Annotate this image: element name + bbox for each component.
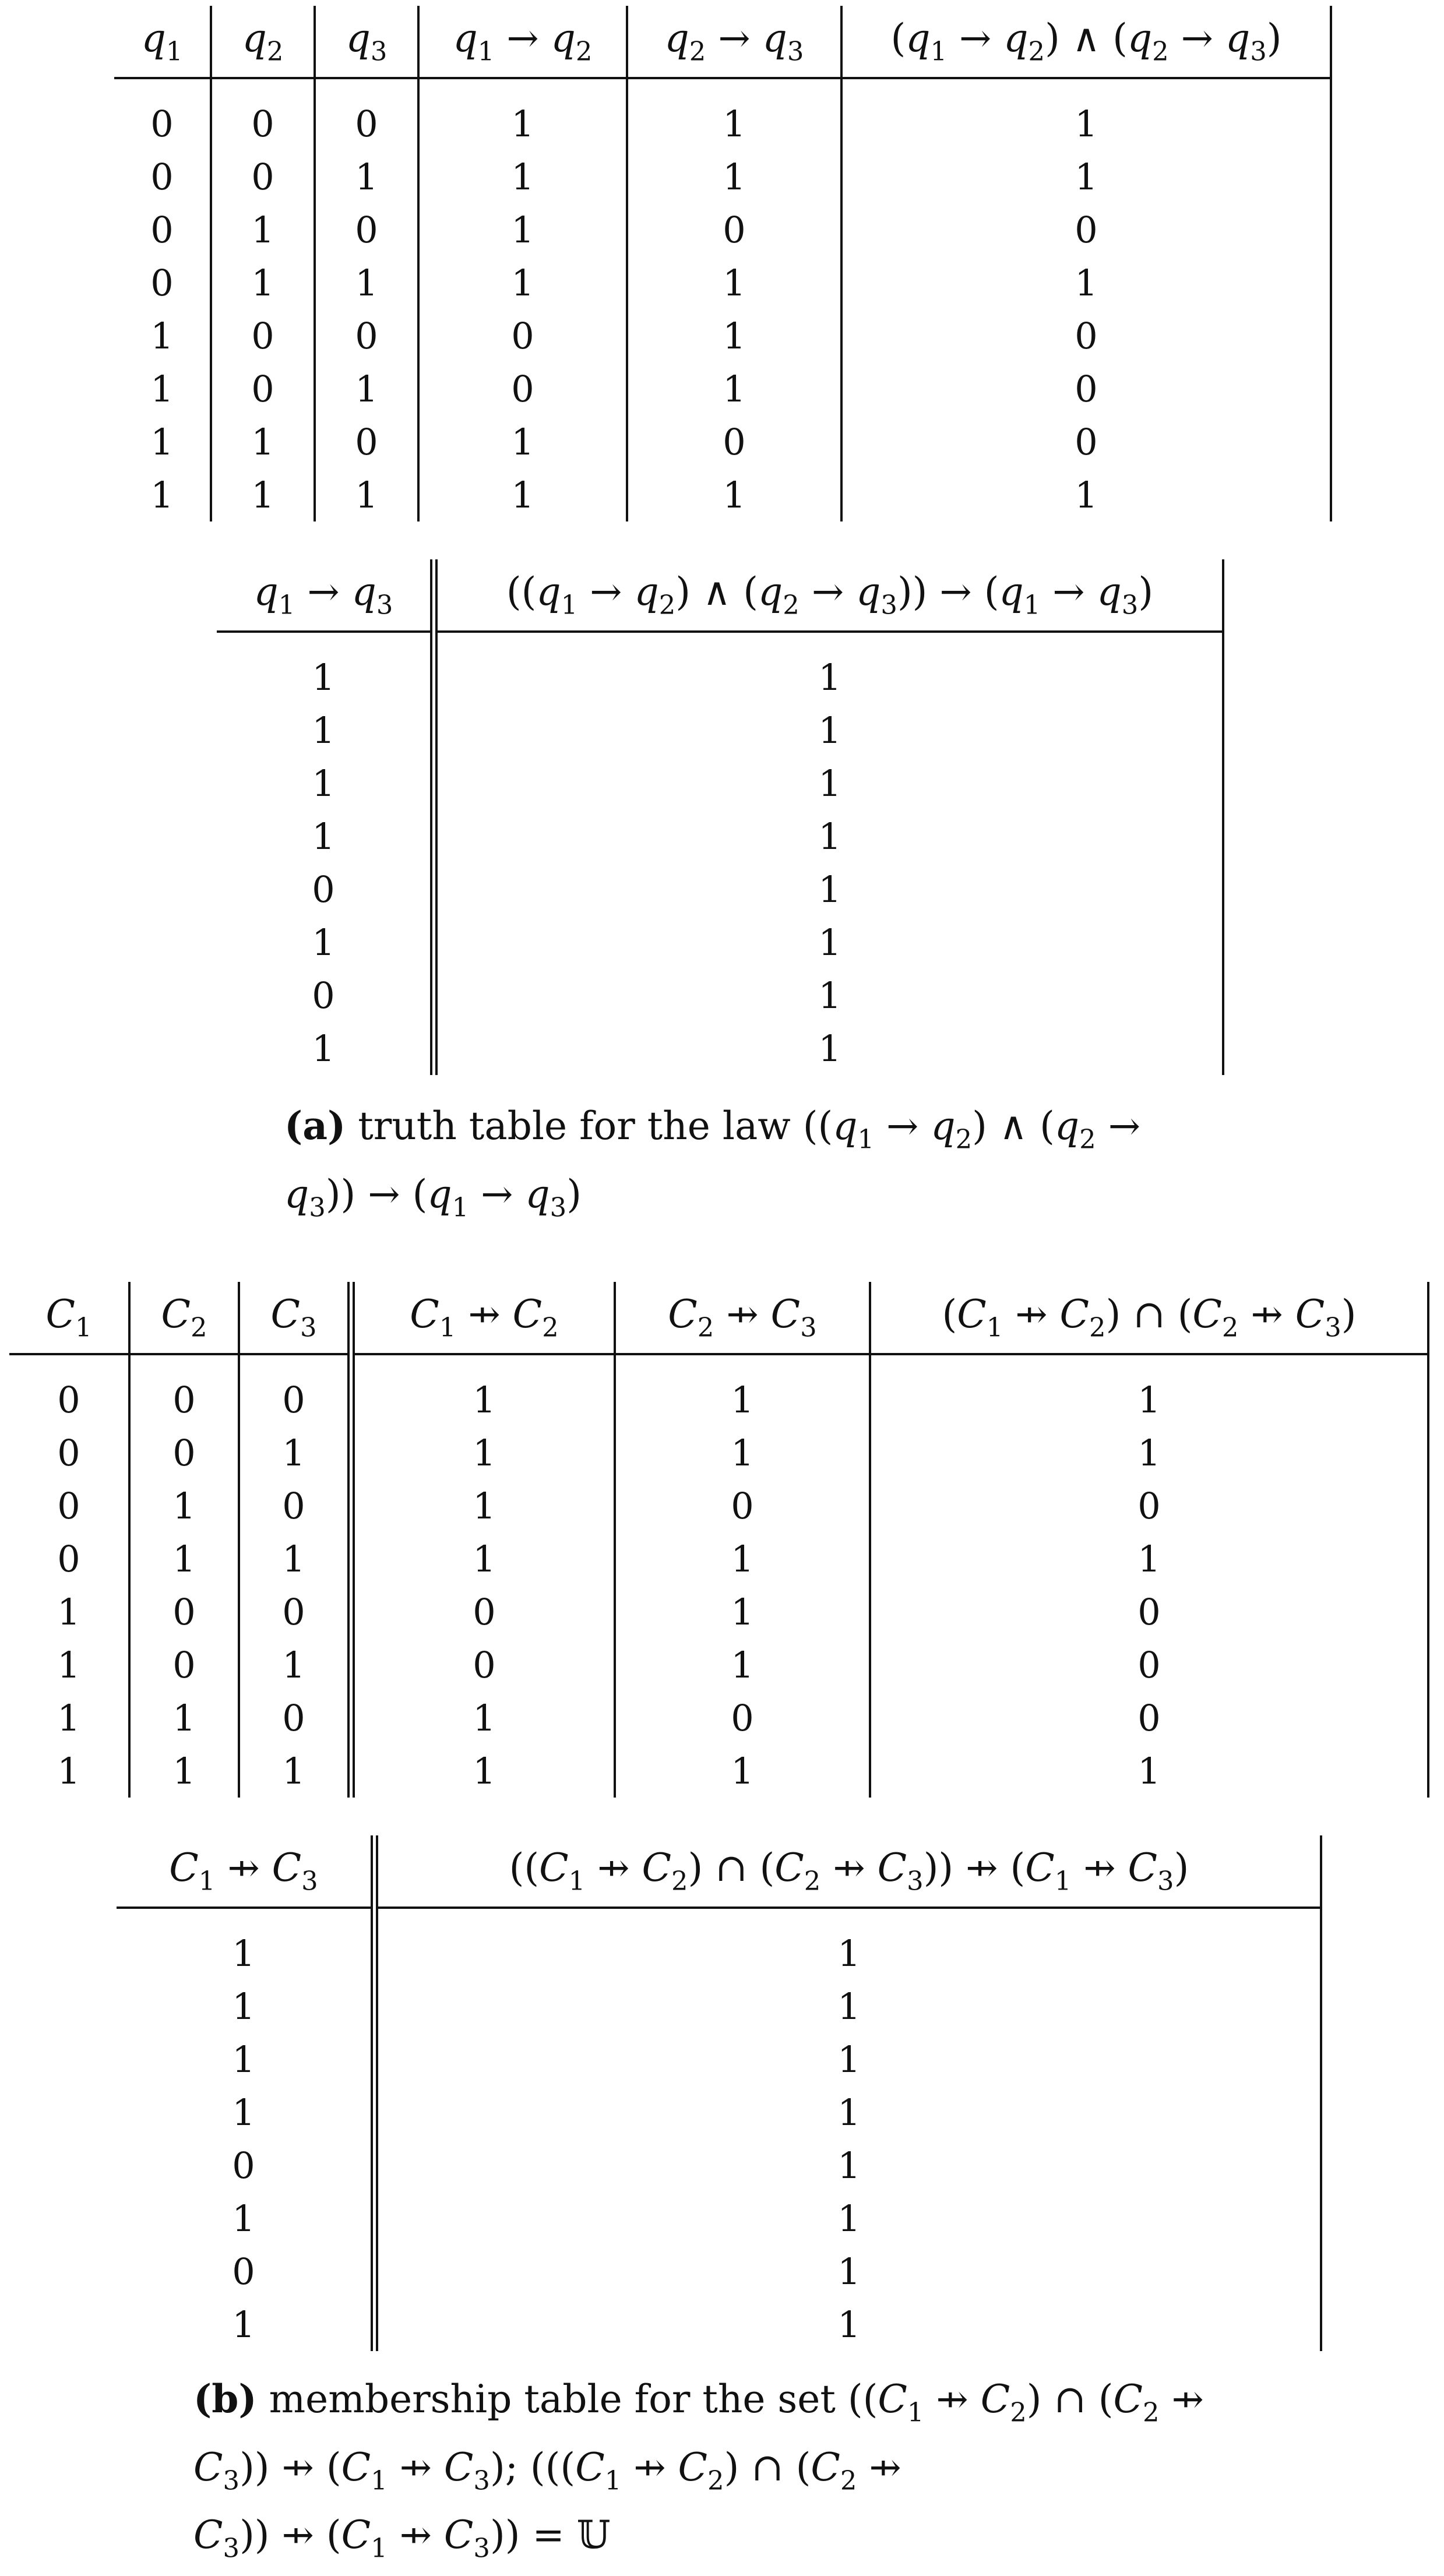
table-cell: 1: [375, 2192, 1322, 2245]
table-cell: 1: [375, 2139, 1322, 2192]
table-cell: 0: [239, 1479, 351, 1532]
table-cell: 1: [117, 2298, 375, 2351]
table-cell: 1: [434, 969, 1224, 1022]
table-cell: 1: [217, 810, 434, 863]
table-cell: 0: [841, 415, 1331, 468]
table-row: [9, 1692, 1428, 1745]
table-cell: 1: [217, 632, 434, 704]
table-cell: 0: [117, 2139, 375, 2192]
table-cell: 0: [129, 1638, 239, 1692]
table-row: [117, 2086, 1321, 2139]
table-cell: 1: [211, 415, 315, 468]
table-cell: 1: [351, 1532, 615, 1585]
table-row: [117, 1908, 1321, 1980]
header-c3: $C_3$: [239, 1282, 351, 1354]
table-cell: 0: [9, 1479, 129, 1532]
header-q1-implies-q3: $q_1 \to q_3$: [217, 559, 434, 632]
table-cell: 1: [315, 362, 418, 415]
table-row: [9, 1532, 1428, 1585]
table-row: [114, 150, 1331, 203]
table-cell: 1: [418, 78, 627, 150]
table-row: [117, 2298, 1321, 2351]
table-cell: 0: [211, 78, 315, 150]
table-cell: 1: [117, 2033, 375, 2086]
table-row: [217, 632, 1223, 704]
table-cell: 0: [615, 1479, 870, 1532]
table-cell: 0: [351, 1585, 615, 1638]
caption-b-label: (b): [193, 2376, 257, 2422]
table-cell: 1: [615, 1354, 870, 1426]
table-cell: 0: [841, 309, 1331, 362]
table-cell: 1: [211, 468, 315, 521]
table-cell: 1: [434, 810, 1224, 863]
header-q2-implies-q3: $q_2 \to q_3$: [627, 6, 841, 78]
table-cell: 1: [627, 150, 841, 203]
table-cell: 1: [239, 1638, 351, 1692]
table-cell: 1: [217, 704, 434, 757]
table-row: [114, 256, 1331, 309]
table-row: [217, 863, 1223, 916]
header-q1: $q_1$: [114, 6, 211, 78]
table-cell: 1: [418, 150, 627, 203]
table-cell: 1: [351, 1426, 615, 1479]
table-cell: 1: [117, 1908, 375, 1980]
table-cell: 1: [418, 256, 627, 309]
table-cell: 1: [217, 757, 434, 810]
header-row: [114, 6, 1331, 78]
header-row: [117, 1835, 1321, 1908]
caption-a-text: truth table for the law ($(q_1 \to q_2)$ ∧ ($q_2$ → $q_3)) \to (q_1 \to q_3)$: [284, 1104, 1141, 1223]
table-cell: 1: [434, 632, 1224, 704]
table-row: [217, 810, 1223, 863]
table-cell: 1: [627, 256, 841, 309]
table-cell: 1: [351, 1354, 615, 1426]
table-cell: 1: [434, 1022, 1224, 1075]
table-cell: 0: [351, 1638, 615, 1692]
table-cell: 1: [114, 309, 211, 362]
header-set-expression: (($C_1$ ⇸ $C_2$) ∩ ($C_2$ ⇸ $C_3$)) ⇸ ($C_1$ ⇸ $C_3$): [375, 1835, 1322, 1908]
truth-table-a-left: [114, 6, 1332, 521]
table-cell: 1: [129, 1479, 239, 1532]
table-cell: 1: [615, 1585, 870, 1638]
table-a-left-block: [114, 6, 1332, 521]
header-c1-to-c3: $C_1$ ⇸ $C_3$: [117, 1835, 375, 1908]
table-cell: 1: [615, 1532, 870, 1585]
header-q2: $q_2$: [211, 6, 315, 78]
table-row: [217, 1022, 1223, 1075]
table-cell: 0: [114, 78, 211, 150]
table-row: [9, 1354, 1428, 1426]
table-cell: 0: [239, 1585, 351, 1638]
table-row: [217, 704, 1223, 757]
table-row: [117, 1980, 1321, 2033]
table-cell: 1: [627, 468, 841, 521]
table-a-right-block: [217, 559, 1224, 1075]
caption-a-label: (a): [284, 1103, 346, 1148]
table-cell: 1: [615, 1745, 870, 1798]
table-cell: 0: [841, 203, 1331, 256]
table-cell: 1: [418, 468, 627, 521]
table-cell: 0: [129, 1426, 239, 1479]
table-cell: 1: [129, 1692, 239, 1745]
table-cell: 0: [217, 863, 434, 916]
table-cell: 1: [114, 415, 211, 468]
table-cell: 1: [9, 1638, 129, 1692]
table-cell: 0: [418, 362, 627, 415]
table-cell: 1: [217, 916, 434, 969]
table-cell: 1: [434, 916, 1224, 969]
table-cell: 1: [870, 1354, 1428, 1426]
header-q1-implies-q2: $q_1 \to q_2$: [418, 6, 627, 78]
caption-b: [193, 2371, 1289, 2576]
table-cell: 0: [870, 1692, 1428, 1745]
table-cell: 1: [239, 1745, 351, 1798]
table-cell: 0: [114, 203, 211, 256]
table-cell: 1: [117, 2192, 375, 2245]
table-cell: 0: [418, 309, 627, 362]
table-cell: 1: [841, 468, 1331, 521]
table-b-left-block: [9, 1282, 1429, 1798]
table-row: [117, 2139, 1321, 2192]
table-cell: 1: [117, 1980, 375, 2033]
table-cell: 1: [375, 2086, 1322, 2139]
table-cell: 1: [129, 1532, 239, 1585]
table-cell: 1: [627, 78, 841, 150]
table-row: [9, 1585, 1428, 1638]
table-cell: 0: [239, 1692, 351, 1745]
table-cell: 0: [129, 1354, 239, 1426]
table-cell: 1: [375, 1908, 1322, 1980]
table-cell: 1: [114, 468, 211, 521]
table-row: [117, 2033, 1321, 2086]
table-cell: 0: [870, 1585, 1428, 1638]
table-cell: 0: [114, 256, 211, 309]
table-row: [114, 468, 1331, 521]
table-cell: 0: [315, 309, 418, 362]
caption-a: [284, 1098, 1193, 1235]
table-cell: 1: [434, 863, 1224, 916]
table-cell: 1: [434, 704, 1224, 757]
header-c2: $C_2$: [129, 1282, 239, 1354]
table-cell: 1: [217, 1022, 434, 1075]
table-cell: 1: [375, 1980, 1322, 2033]
table-cell: 1: [315, 256, 418, 309]
table-cell: 0: [211, 362, 315, 415]
table-cell: 1: [870, 1745, 1428, 1798]
header-conjunction: $(q_1 \to q_2)$ ∧ $(q_2 \to q_3)$: [841, 6, 1331, 78]
table-row: [114, 203, 1331, 256]
table-cell: 0: [870, 1638, 1428, 1692]
table-cell: 1: [870, 1426, 1428, 1479]
header-c1-to-c2: $C_1$ ⇸ $C_2$: [351, 1282, 615, 1354]
table-cell: 1: [627, 362, 841, 415]
table-cell: 1: [375, 2245, 1322, 2298]
table-cell: 1: [375, 2033, 1322, 2086]
table-cell: 0: [114, 150, 211, 203]
table-cell: 1: [615, 1638, 870, 1692]
caption-b-text: membership table for the set (($C_1$ ⇸ $C_2$) ∩ ($C_2$ ⇸ $C_3$)) ⇸ ($C_1$ ⇸ $C_3$); ((($C_1$ ⇸ $C_2$) ∩ ($C_2$ ⇸ $C_3$)) ⇸ ($C_1$ ⇸ $C_3$)) = 𝕌: [193, 2377, 1204, 2564]
table-cell: 0: [627, 203, 841, 256]
table-cell: 1: [129, 1745, 239, 1798]
table-cell: 0: [315, 415, 418, 468]
table-cell: 0: [9, 1532, 129, 1585]
table-cell: 1: [375, 2298, 1322, 2351]
header-c1: $C_1$: [9, 1282, 129, 1354]
table-row: [117, 2192, 1321, 2245]
table-cell: 1: [418, 203, 627, 256]
table-cell: 1: [9, 1745, 129, 1798]
table-row: [9, 1745, 1428, 1798]
table-row: [114, 362, 1331, 415]
table-cell: 1: [211, 256, 315, 309]
table-cell: 0: [9, 1354, 129, 1426]
table-cell: 0: [129, 1585, 239, 1638]
table-row: [217, 757, 1223, 810]
table-cell: 1: [418, 415, 627, 468]
table-cell: 1: [841, 256, 1331, 309]
table-cell: 1: [351, 1745, 615, 1798]
table-cell: 1: [351, 1692, 615, 1745]
table-row: [114, 415, 1331, 468]
header-row: [217, 559, 1223, 632]
table-cell: 0: [211, 150, 315, 203]
table-cell: 0: [239, 1354, 351, 1426]
table-row: [117, 2245, 1321, 2298]
table-cell: 0: [315, 203, 418, 256]
table-cell: 1: [615, 1426, 870, 1479]
header-row: [9, 1282, 1428, 1354]
table-cell: 1: [841, 78, 1331, 150]
table-cell: 1: [841, 150, 1331, 203]
table-cell: 1: [627, 309, 841, 362]
table-row: [114, 309, 1331, 362]
header-c2-to-c3: $C_2$ ⇸ $C_3$: [615, 1282, 870, 1354]
table-row: [9, 1479, 1428, 1532]
table-row: [114, 78, 1331, 150]
header-q3: $q_3$: [315, 6, 418, 78]
table-cell: 0: [870, 1479, 1428, 1532]
table-cell: 1: [434, 757, 1224, 810]
truth-table-a-right: [217, 559, 1224, 1075]
membership-table-b-left: [9, 1282, 1429, 1798]
table-cell: 0: [615, 1692, 870, 1745]
table-cell: 1: [9, 1692, 129, 1745]
table-cell: 1: [239, 1532, 351, 1585]
header-law: ($(q_1 \to q_2)$ ∧ $(q_2 \to q_3)) \to (q_1 \to q_3)$: [434, 559, 1224, 632]
table-cell: 1: [114, 362, 211, 415]
table-row: [9, 1638, 1428, 1692]
table-cell: 1: [315, 468, 418, 521]
table-cell: 0: [211, 309, 315, 362]
table-cell: 1: [315, 150, 418, 203]
table-cell: 1: [117, 2086, 375, 2139]
table-cell: 0: [217, 969, 434, 1022]
table-cell: 1: [870, 1532, 1428, 1585]
table-row: [217, 916, 1223, 969]
table-b-right-block: [117, 1835, 1322, 2351]
table-cell: 1: [211, 203, 315, 256]
table-cell: 1: [9, 1585, 129, 1638]
table-row: [217, 969, 1223, 1022]
membership-table-b-right: [117, 1835, 1322, 2351]
table-cell: 0: [315, 78, 418, 150]
table-cell: 1: [239, 1426, 351, 1479]
table-cell: 0: [627, 415, 841, 468]
table-cell: 0: [9, 1426, 129, 1479]
table-cell: 0: [117, 2245, 375, 2298]
table-row: [9, 1426, 1428, 1479]
table-cell: 1: [351, 1479, 615, 1532]
header-intersection: ($C_1$ ⇸ $C_2$) ∩ ($C_2$ ⇸ $C_3$): [870, 1282, 1428, 1354]
table-cell: 0: [841, 362, 1331, 415]
